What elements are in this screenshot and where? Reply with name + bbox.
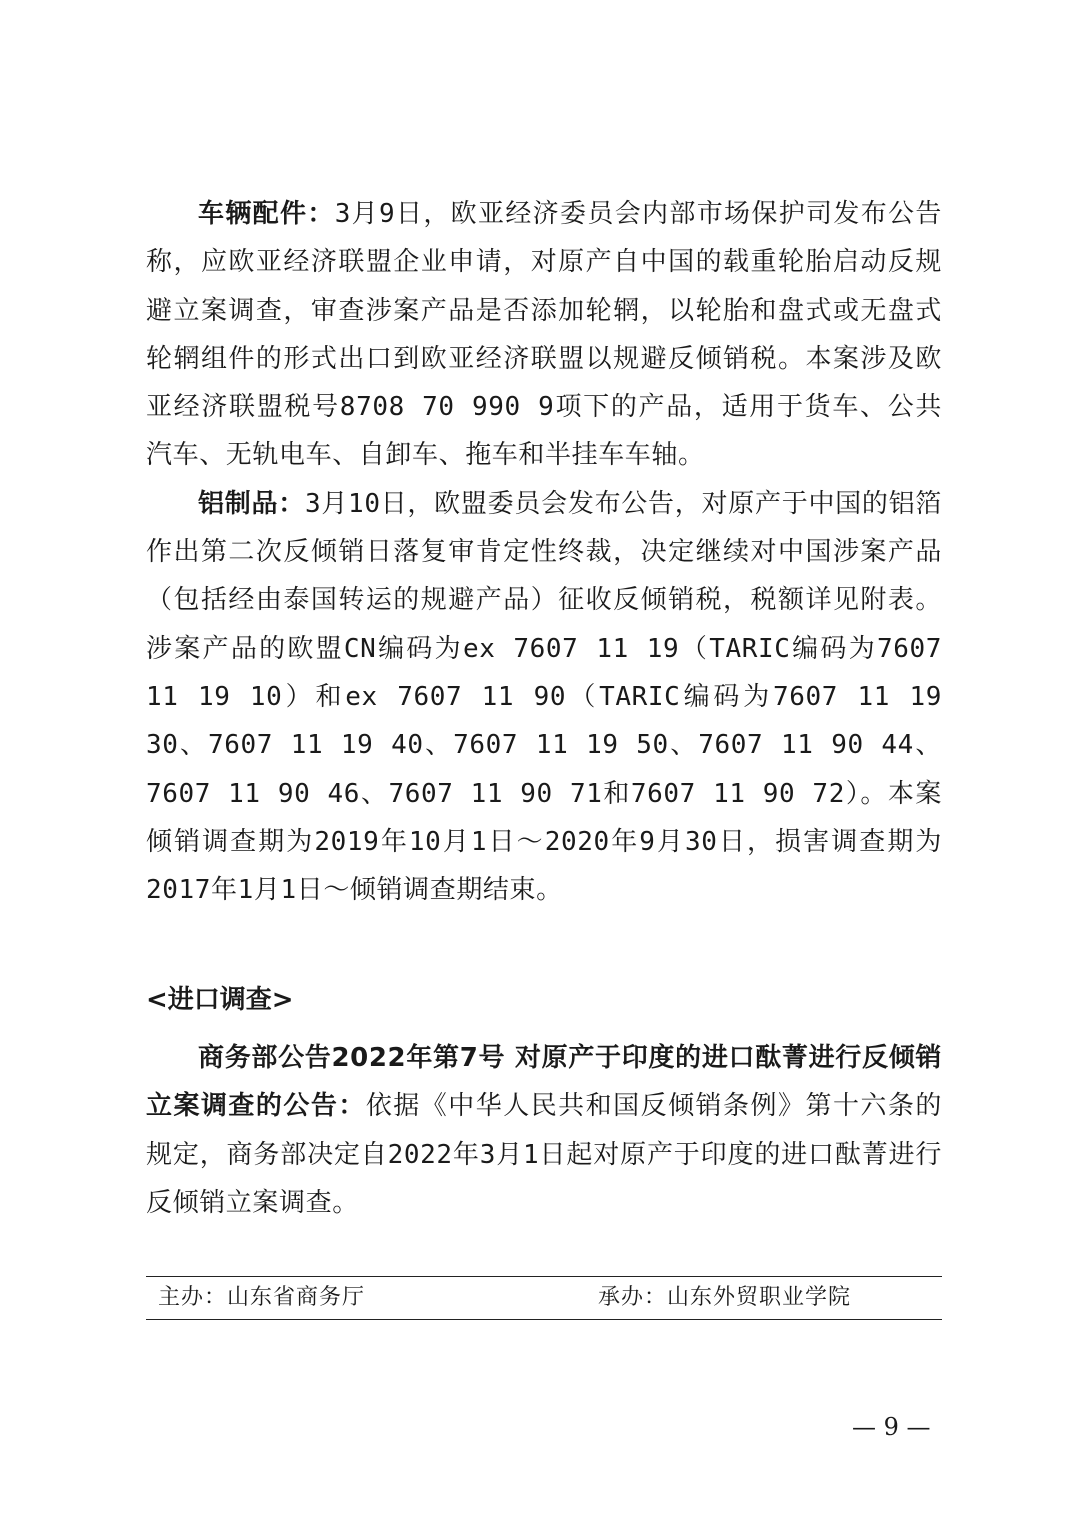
import-investigation-block (146, 1034, 942, 1227)
import-investigation-paragraph (146, 1034, 942, 1227)
import-investigation-title: 商务部公告2022年第7号 对原产于印度的进口酞菁进行反倾销立案调查的公告： (146, 1043, 942, 1122)
vehicle-parts-paragraph (146, 190, 942, 480)
vehicle-parts-body: 3月9日，欧亚经济委员会内部市场保护司发布公告称，应欧亚经济联盟企业申请，对原产自中国的载重轮胎启动反规避立案调查，审查涉案产品是否添加轮辋，以轮胎和盘式或无盘式轮辋组件的形式出口到欧亚经济联盟以规避反倾销税。本案涉及欧亚经济联盟税号8708 70 990 9项下的产品，适用于货车、公共汽车、无轨电车、自卸车、拖车和半挂车车轴。 (146, 199, 942, 471)
footer-host: 主办：山东省商务厅 (158, 1285, 366, 1310)
main-content (146, 190, 942, 914)
aluminum-products-body: 3月10日，欧盟委员会发布公告，对原产于中国的铝箔作出第二次反倾销日落复审肯定性终裁，决定继续对中国涉案产品（包括经由泰国转运的规避产品）征收反倾销税，税额详见附表。涉案产品的欧盟CN编码为ex 7607 11 19（TARIC编码为7607 11 19 10）和ex 7607 11 90（TARIC编码为7607 11 19 30、7607 11 19 40、7607 11 19 50、7607 11 90 44、7607 11 90 46、7607 11 90 71和7607 11 90 72）。本案倾销调查期为2019年10月1日～2020年9月30日，损害调查期为2017年1月1日～倾销调查期结束。 (146, 488, 942, 906)
footer (146, 1276, 942, 1320)
vehicle-parts-title: 车辆配件： (198, 199, 335, 229)
aluminum-products-paragraph (146, 480, 942, 915)
aluminum-products-title: 铝制品： (198, 488, 305, 519)
page-number: — 9 — (852, 1413, 931, 1441)
import-investigation-heading: <进口调查> (146, 985, 294, 1015)
import-investigation-body: 依据《中华人民共和国反倾销条例》第十六条的规定，商务部决定自2022年3月1日起对原产于印度的进口酞菁进行反倾销立案调查。 (146, 1091, 942, 1218)
footer-organizer: 承办：山东外贸职业学院 (598, 1285, 852, 1310)
